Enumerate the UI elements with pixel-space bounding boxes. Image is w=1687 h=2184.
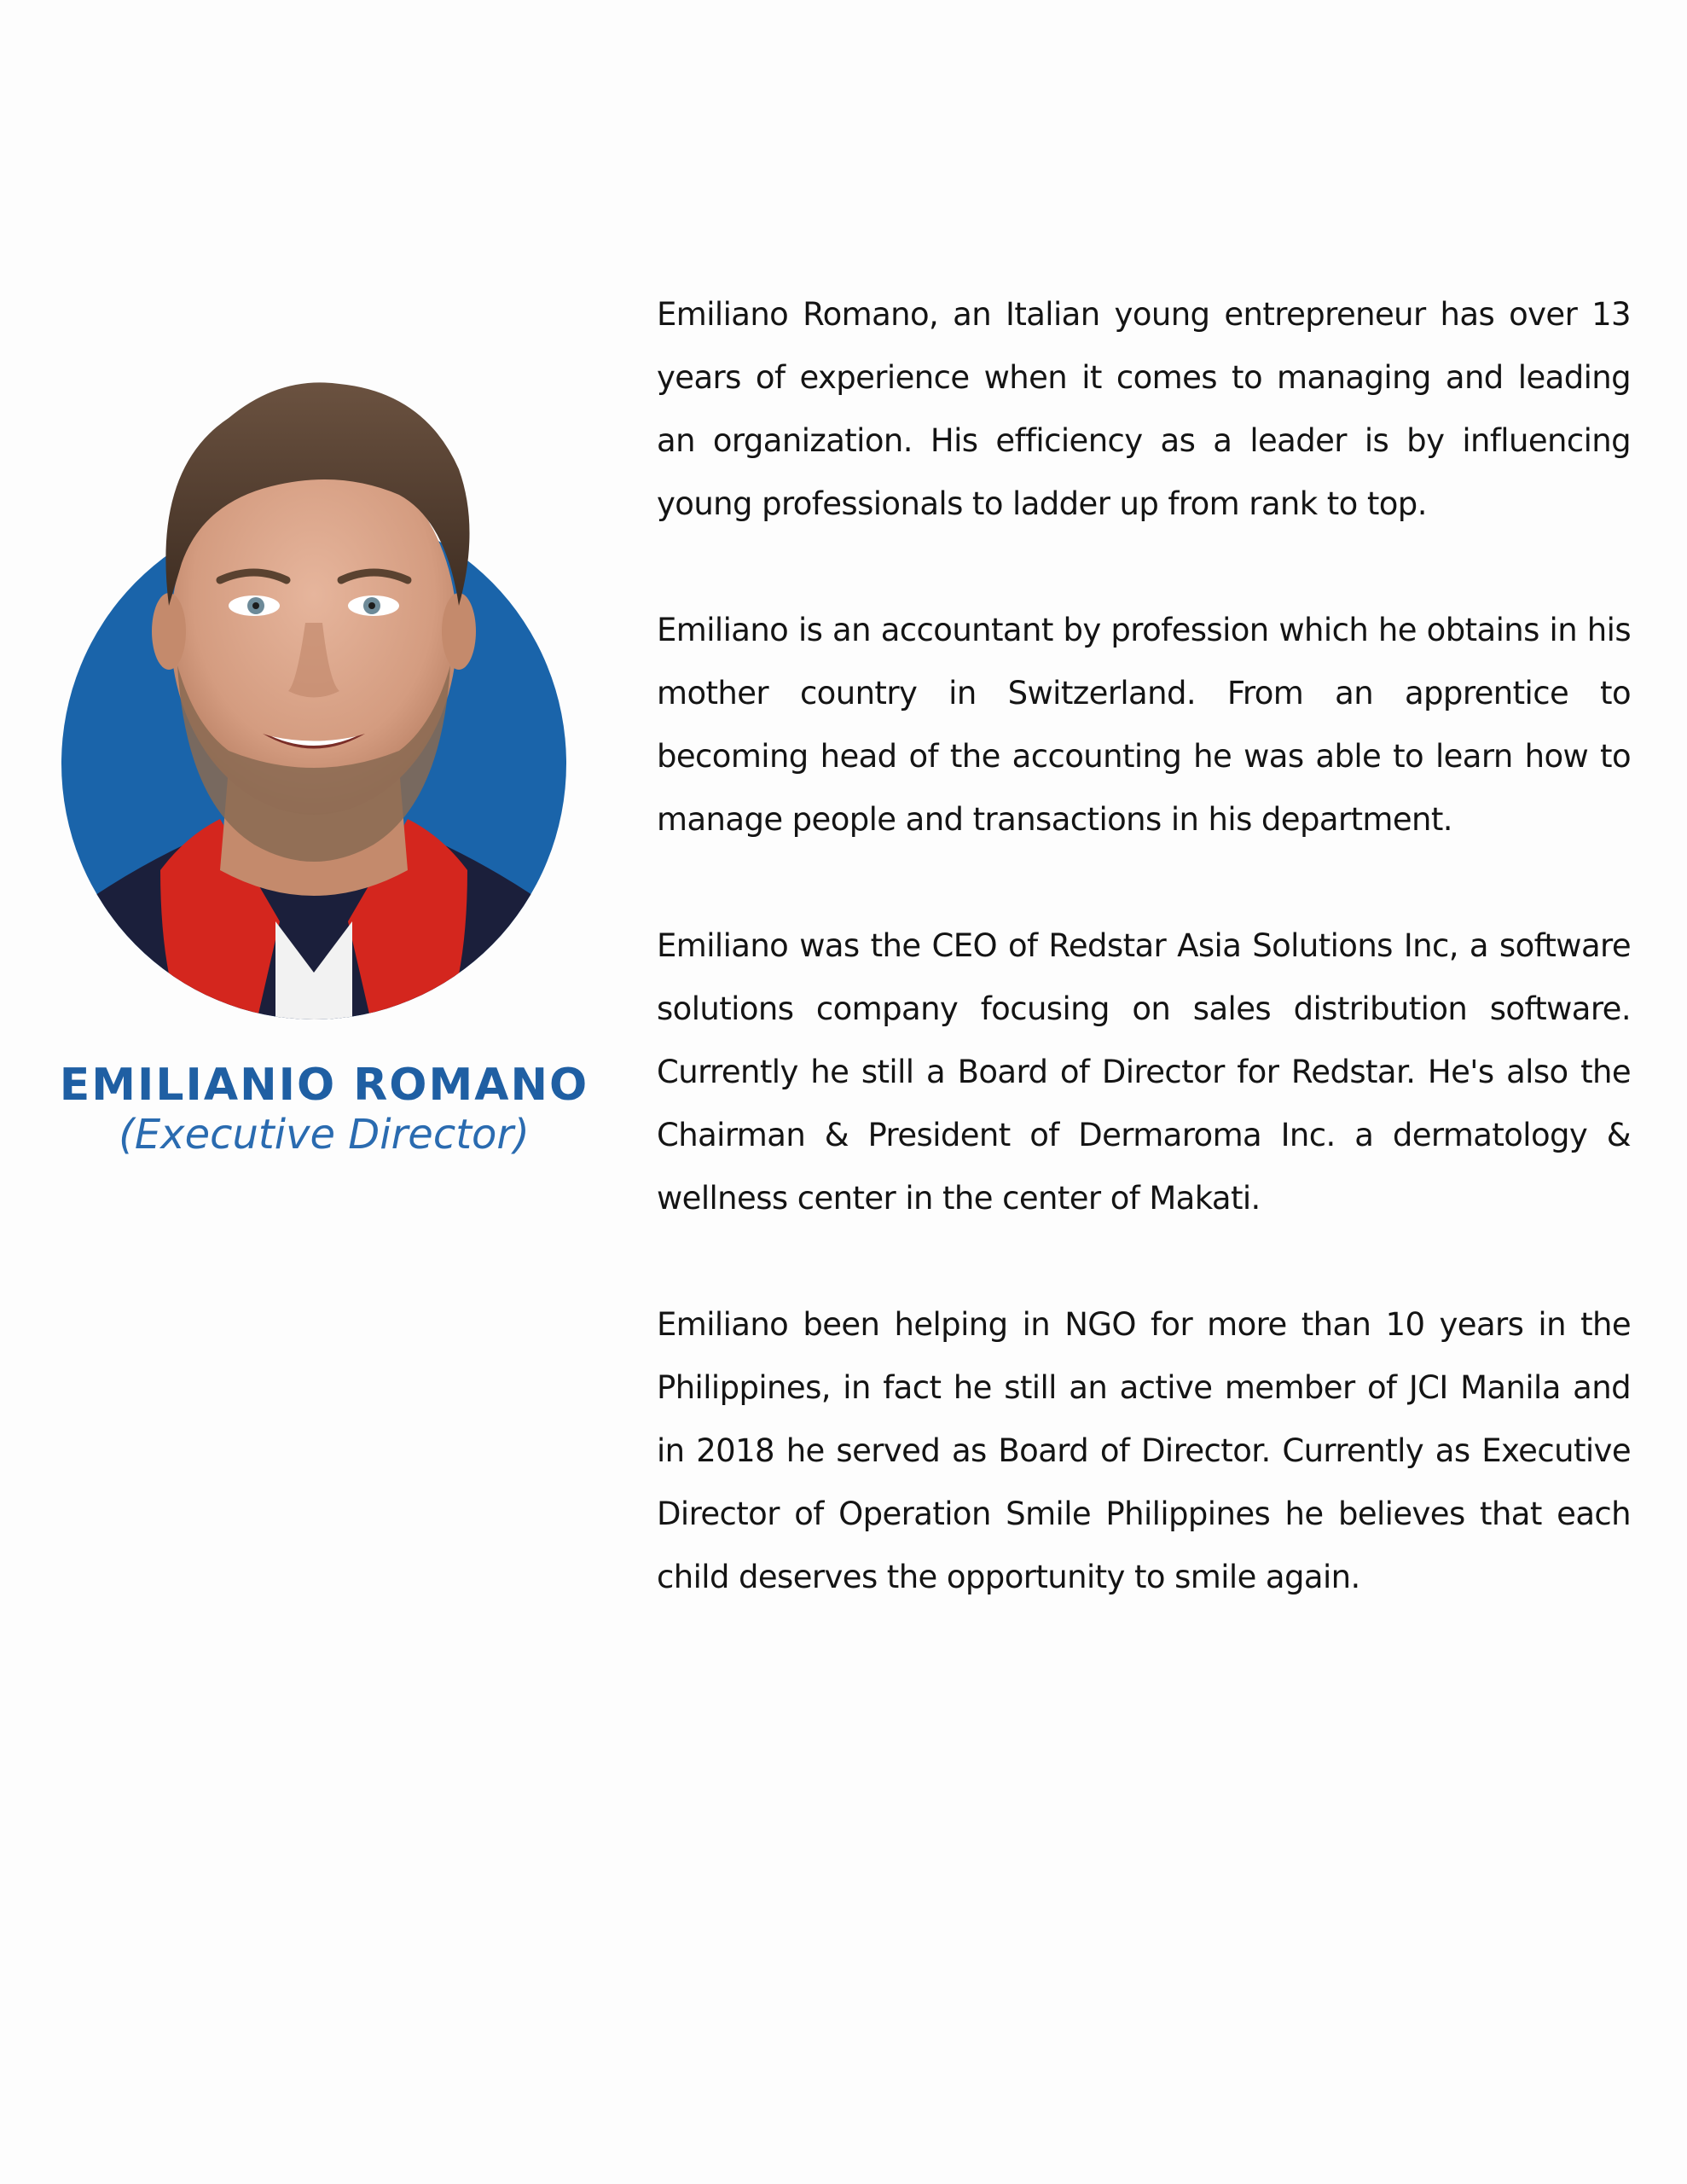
bio-paragraph: Emiliano been helping in NGO for more than 10 years in the Philippines, in fact he still an active member of JCI Manila and in 2018 he served as Board of Director. Currently as Executive Director of Operation Smile Philippines he believes that each child deserves the opportunity to smile again. (657, 1306, 1631, 1595)
person-role: (Executive Director) (119, 1111, 530, 1159)
profile-card (26, 324, 640, 1177)
bio-paragraph: Emiliano was the CEO of Redstar Asia Solutions Inc, a software solutions company focusing on sales distribution software. Currently he still a Board of Director for Redstar. He's also the Chairman & President of Dermaroma Inc. a dermatology & wellness center in the center of Makati. (657, 927, 1631, 1217)
person-photo-icon (58, 324, 570, 1032)
bio-paragraph: Emiliano is an accountant by profession which he obtains in his mother country in Switzerland. From an apprentice to becoming head of the accounting he was able to learn how to manage people and transactions in his department. (657, 612, 1631, 838)
portrait-photo (58, 324, 570, 1032)
person-name: EMILIANIO ROMANO (59, 1060, 589, 1111)
bio-paragraph: Emiliano Romano, an Italian young entrepreneur has over 13 years of experience when it comes to managing and leading an organization. His efficiency as a leader is by influencing young professionals to ladder up from rank to top. (657, 296, 1631, 522)
biography (657, 283, 1631, 1672)
